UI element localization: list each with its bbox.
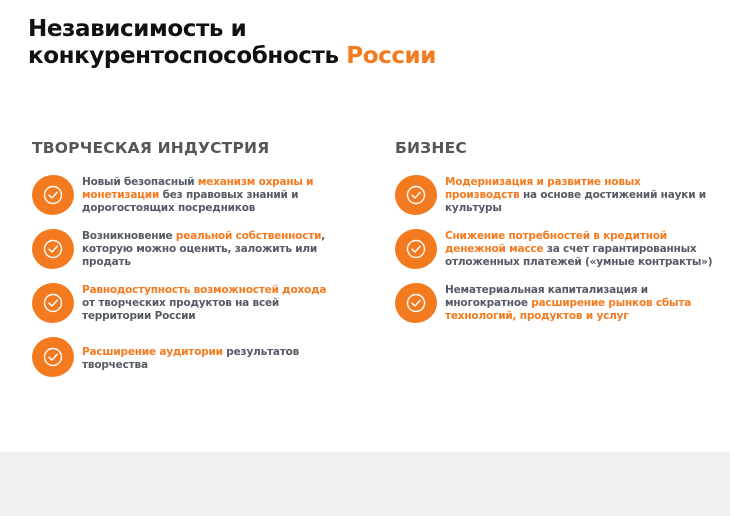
title-line-2: конкурентоспособность bbox=[28, 43, 347, 69]
bottom-band bbox=[0, 452, 730, 516]
check-circle-icon bbox=[395, 229, 437, 269]
creative-industry-heading: ТВОРЧЕСКАЯ ИНДУСТРИЯ bbox=[32, 139, 270, 157]
list-item bbox=[32, 283, 342, 337]
creative-industry-column bbox=[32, 138, 342, 391]
list-item bbox=[32, 175, 342, 229]
list-item-text: Расширение аудитории результатов творчества bbox=[82, 346, 300, 371]
list-item-text: Равнодоступность возможностей дохода от творческих продуктов на всей территории России bbox=[82, 284, 327, 322]
check-circle-icon bbox=[32, 283, 74, 323]
check-circle-icon bbox=[32, 175, 74, 215]
list-item bbox=[395, 229, 715, 283]
list-item-text: Новый безопасный механизм охраны и монетизации без правовых знаний и дорогостоящих посредников bbox=[82, 176, 314, 214]
title-accent: России bbox=[346, 43, 436, 69]
list-item bbox=[395, 175, 715, 229]
business-heading: БИЗНЕС bbox=[395, 139, 467, 157]
list-item bbox=[32, 229, 342, 283]
list-item-text: Снижение потребностей в кредитной денежной массе за счет гарантированных отложенных платежей («умные контракты») bbox=[445, 230, 713, 268]
business-column bbox=[395, 138, 715, 337]
check-circle-icon bbox=[395, 283, 437, 323]
check-circle-icon bbox=[32, 229, 74, 269]
check-circle-icon bbox=[395, 175, 437, 215]
title-line-1: Независимость и bbox=[28, 16, 247, 42]
slide-title bbox=[28, 16, 436, 70]
list-item-text: Модернизация и развитие новых производств на основе достижений науки и культуры bbox=[445, 176, 706, 214]
list-item bbox=[32, 337, 342, 391]
list-item bbox=[395, 283, 715, 337]
check-circle-icon bbox=[32, 337, 74, 377]
list-item-text: Нематериальная капитализация и многократное расширение рынков сбыта технологий, продуктов и услуг bbox=[445, 284, 692, 322]
list-item-text: Возникновение реальной собственности, которую можно оценить, заложить или продать bbox=[82, 230, 326, 268]
